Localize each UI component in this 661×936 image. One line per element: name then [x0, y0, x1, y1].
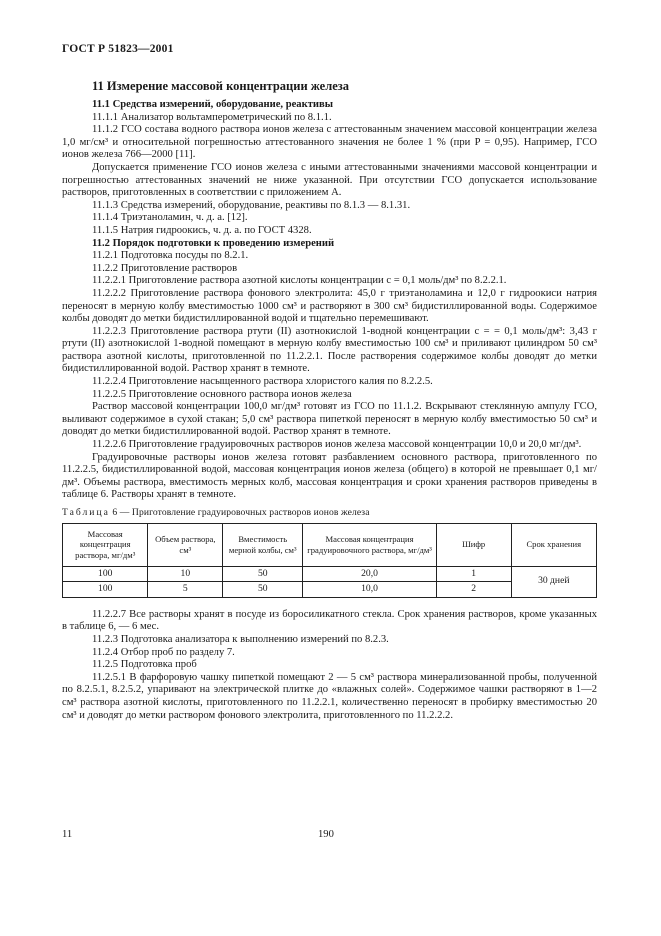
- paragraph: 11.1.4 Триэтаноламин, ч. д. а. [12].: [92, 212, 248, 224]
- paragraph: 11.2.2.7 Все растворы хранят в посуде из боросиликатного стекла. Срок хранения растворов, кроме указанных в таблице 6, — 6 мес.: [62, 608, 597, 633]
- paragraph: 11.2.2.6 Приготовление градуировочных растворов ионов железа массовой концентрации 10,0 и 20,0 мг/дм³.: [92, 439, 582, 451]
- table-row: [63, 566, 597, 582]
- paragraph: 11.2.2.1 Приготовление раствора азотной кислоты концентрации c = 0,1 моль/дм³ по 8.2.2.1.: [92, 275, 507, 287]
- table-caption-word: Таблица: [62, 507, 110, 518]
- paragraph: 11.2.3 Подготовка анализатора к выполнению измерений по 8.2.3.: [92, 633, 389, 645]
- table-cell: 5: [148, 582, 223, 598]
- paragraph: 11.1.1 Анализатор вольтамперометрический по 8.1.1.: [92, 111, 332, 123]
- paragraph: 11.2.5.1 В фарфоровую чашку пипеткой помещают 2 — 5 см³ раствора минерализованной пробы, полученной по 8.2.5.1, 8.2.5.2, упаривают на электрической плитке до «влажных солей». Содержимое чашки растворяют в 1—2 см³ раствора азотной кислоты, приготовленного по 11.2.2.1, количественно переносят в пробирку вместимостью 20 см³ и доводят до метки раствором фонового электролита, приготовленного по 11.2.2.2.: [62, 671, 597, 721]
- table-cell: 100: [63, 582, 148, 598]
- table-header: Объем раствора, см³: [148, 523, 223, 566]
- table-header: Срок хранения: [511, 523, 596, 566]
- paragraph: Раствор массовой концентрации 100,0 мг/дм³ готовят из ГСО по 11.1.2. Вскрывают стеклянную ампулу ГСО, выливают содержимое в сухой стакан; 5,0 см³ раствора пипеткой переносят в мерную колбу вместимостью 50 см³ и доводят до метки бидистиллированной водой. Раствор хранят в темноте.: [62, 401, 597, 438]
- paragraph: 11.2.2 Приготовление растворов: [92, 262, 238, 274]
- table-caption-text: 6 — Приготовление градуировочных растворов ионов железа: [109, 507, 370, 518]
- document-header: ГОСТ Р 51823—2001: [62, 43, 174, 55]
- table-cell: 10: [148, 566, 223, 582]
- table-cell: 50: [223, 582, 303, 598]
- footer-left-number: 11: [62, 829, 73, 840]
- paragraph: 11.2.5 Подготовка проб: [92, 659, 197, 671]
- document-body: [62, 99, 597, 722]
- table-header-row: [63, 523, 597, 566]
- paragraph: 11.2.2.4 Приготовление насыщенного раствора хлористого калия по 8.2.2.5.: [92, 376, 433, 388]
- table-header: Массовая концентрация градуировочного раствора, мг/дм³: [303, 523, 437, 566]
- data-table: [62, 523, 597, 598]
- paragraph: Градуировочные растворы ионов железа готовят разбавлением основного раствора, приготовленного по 11.2.2.5, бидистиллированной водой, массовая концентрация ионов железа (общего) в которой не превышает 0,1 мг/дм³. Объемы раствора, вместимость мерных колб, массовая концентрация и сроки хранения растворов приведены в таблице 6. Растворы хранят в темноте.: [62, 451, 597, 501]
- paragraph: 11.2.1 Подготовка посуды по 8.2.1.: [92, 250, 249, 262]
- section-title: 11 Измерение массовой концентрации железа: [92, 79, 350, 93]
- table-cell: 20,0: [303, 566, 437, 582]
- paragraph: 11.1.2 ГСО состава водного раствора ионов железа с аттестованным значением массовой концентрации железа 1,0 мг/см³ и относительной погрешностью аттестованного значения не более 1 % (при P = 0,95). Например, ГСО ионов железа 766—2000 [11].: [62, 124, 597, 161]
- page-number: 190: [318, 829, 334, 840]
- paragraph: 11.1.5 Натрия гидроокись, ч. д. а. по ГОСТ 4328.: [92, 224, 312, 236]
- table-cell: 1: [436, 566, 511, 582]
- subsection-heading: 11.2 Порядок подготовки к проведению измерений: [92, 237, 335, 249]
- paragraph: 11.1.3 Средства измерений, оборудование, реактивы по 8.1.3 — 8.1.31.: [92, 199, 411, 211]
- table-cell-storage: 30 дней: [511, 566, 596, 597]
- table-cell: 50: [223, 566, 303, 582]
- table-cell: 100: [63, 566, 148, 582]
- paragraph: 11.2.2.5 Приготовление основного раствора ионов железа: [92, 388, 352, 400]
- paragraph: Допускается применение ГСО ионов железа с иными аттестованными значениями массовой концентрации и погрешностью аттестованных значений не ниже указанной. При отсутствии ГСО допускается использование растворов, приготовленных в соответствии с приложением А.: [62, 161, 597, 199]
- subsection-heading: 11.1 Средства измерений, оборудование, реактивы: [92, 99, 334, 110]
- paragraph: 11.2.2.3 Приготовление раствора ртути (II) азотнокислой 1-водной концентрации c = = 0,1 моль/дм³: 3,43 г ртути (II) азотнокислой 1-водной помещают в мерную колбу вместимостью 100 см³ и приливают цилиндром 50 см³ раствора азотной кислоты, приготовленной по 11.2.2.1. После растворения содержимое колбы доводят до метки бидистиллированной водой. Раствор хранят в темноте.: [62, 325, 597, 375]
- table-header: Шифр: [436, 523, 511, 566]
- table-header: Вместимость мерной колбы, см³: [223, 523, 303, 566]
- table-caption: [62, 507, 597, 520]
- table-header: Массовая концентрация раствора, мг/дм³: [63, 523, 148, 566]
- paragraph: 11.2.2.2 Приготовление раствора фонового электролита: 45,0 г триэтаноламина и 12,0 г гидроокиси натрия переносят в мерную колбу вместимостью 1000 см³ и растворяют в 300 см³ бидистиллированной воды. Содержимое колбы доводят до метки бидистиллированной водой и тщательно перемешивают.: [62, 287, 597, 325]
- table-cell: 2: [436, 582, 511, 598]
- paragraph: 11.2.4 Отбор проб по разделу 7.: [92, 646, 235, 658]
- table-cell: 10,0: [303, 582, 437, 598]
